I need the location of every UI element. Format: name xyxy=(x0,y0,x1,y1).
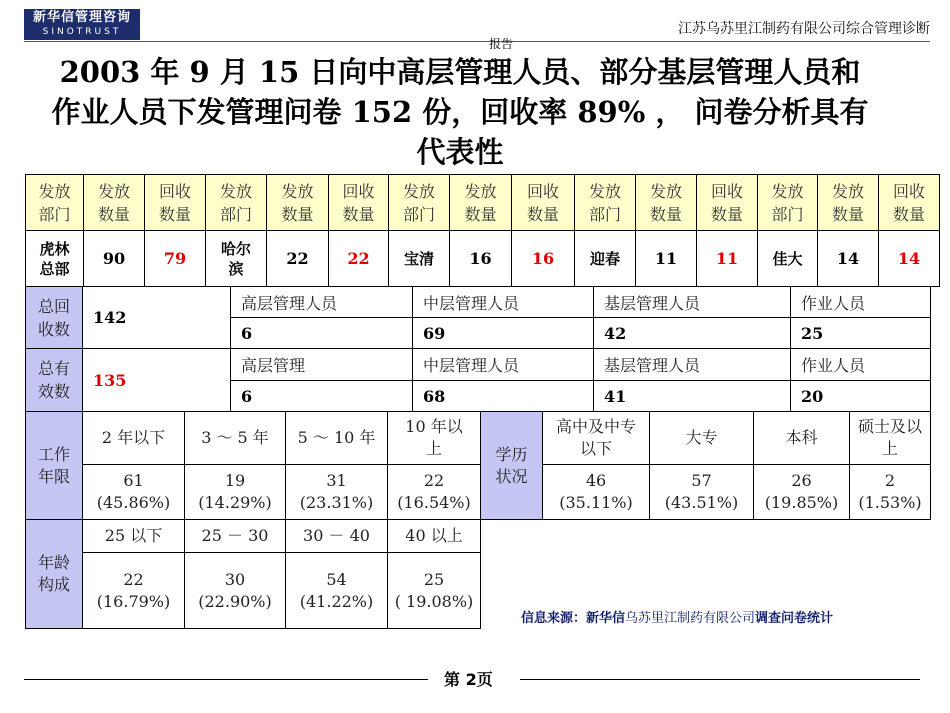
years-cat: 3 ～ 5 年 xyxy=(185,412,286,465)
years-stat xyxy=(286,465,388,520)
age-table xyxy=(25,519,481,629)
education-count: 46 xyxy=(585,471,607,490)
age-pct: (41.22%) xyxy=(299,591,374,611)
education-cat: 本科 xyxy=(754,412,850,465)
recovered-value: 142 xyxy=(83,287,231,349)
issued-count: 11 xyxy=(636,231,697,287)
recovered-cat: 中层管理人员 xyxy=(413,287,594,318)
age-count: 22 xyxy=(123,569,144,589)
valid-val: 41 xyxy=(594,381,791,412)
valid-val: 68 xyxy=(413,381,594,412)
dept-name: 佳大 xyxy=(758,231,818,287)
valid-label: 总有效数 xyxy=(26,349,83,412)
education-label: 学历状况 xyxy=(481,412,543,520)
header-dept: 发放部门 xyxy=(389,175,450,231)
title-line-3: 代表性 xyxy=(416,135,504,169)
years-stat xyxy=(388,465,481,520)
years-count: 31 xyxy=(326,471,347,490)
education-pct: (43.51%) xyxy=(664,493,739,512)
returned-count: 14 xyxy=(879,231,940,287)
info-source xyxy=(521,607,833,626)
age-stat xyxy=(185,553,286,629)
recovered-cat: 基层管理人员 xyxy=(594,287,791,318)
source-suffix: 调查问卷统计 xyxy=(755,611,834,626)
header-returned: 回收数量 xyxy=(329,175,389,231)
education-pct: (1.53%) xyxy=(858,493,922,512)
dept-name: 哈尔滨 xyxy=(206,231,267,287)
title-line-1: 2003 年 9 月 15 日向中高层管理人员、部分基层管理人员和 xyxy=(59,55,861,89)
education-pct: (35.11%) xyxy=(559,493,633,512)
education-stat xyxy=(650,465,754,520)
years-education-table xyxy=(25,411,931,520)
age-pct: ( 19.08%) xyxy=(394,591,474,611)
education-cat: 硕士及以上 xyxy=(850,412,931,465)
issued-count: 14 xyxy=(818,231,879,287)
recovered-val: 6 xyxy=(231,318,413,349)
years-count: 22 xyxy=(423,471,445,490)
header-issued: 发放数量 xyxy=(267,175,329,231)
valid-value: 135 xyxy=(83,349,231,412)
recovered-cat: 作业人员 xyxy=(791,287,931,318)
education-stat xyxy=(754,465,850,520)
age-count: 25 xyxy=(423,569,445,589)
valid-cat: 基层管理人员 xyxy=(594,349,791,381)
returned-count: 16 xyxy=(512,231,575,287)
years-pct: (45.86%) xyxy=(96,493,171,512)
years-stat xyxy=(83,465,185,520)
header-issued: 发放数量 xyxy=(450,175,512,231)
sinotrust-logo xyxy=(24,9,140,40)
dept-table xyxy=(25,174,940,287)
age-count: 30 xyxy=(224,569,246,589)
report-title: 江苏乌苏里江制药有限公司综合管理诊断 xyxy=(678,21,930,37)
education-cat: 高中及中专以下 xyxy=(543,412,650,465)
header-dept: 发放部门 xyxy=(26,175,84,231)
logo-english: SINOTRUST xyxy=(42,27,122,37)
footer-divider-left xyxy=(24,679,428,680)
header-issued: 发放数量 xyxy=(818,175,879,231)
returned-count: 79 xyxy=(145,231,206,287)
header-divider xyxy=(24,41,930,42)
returned-count: 22 xyxy=(329,231,389,287)
header-dept: 发放部门 xyxy=(206,175,267,231)
recovered-val: 69 xyxy=(413,318,594,349)
page-title xyxy=(30,52,890,172)
header-returned: 回收数量 xyxy=(697,175,758,231)
recovered-val: 42 xyxy=(594,318,791,349)
years-pct: (16.54%) xyxy=(397,493,471,512)
issued-count: 22 xyxy=(267,231,329,287)
returned-count: 11 xyxy=(697,231,758,287)
valid-val: 20 xyxy=(791,381,931,412)
dept-name: 宝清 xyxy=(389,231,450,287)
header-issued: 发放数量 xyxy=(84,175,145,231)
issued-count: 16 xyxy=(450,231,512,287)
header-dept: 发放部门 xyxy=(758,175,818,231)
age-stat xyxy=(388,553,481,629)
years-stat xyxy=(185,465,286,520)
logo-chinese: 新华信管理咨询 xyxy=(32,10,131,25)
age-cat: 30 － 40 xyxy=(286,520,388,553)
years-cat: 10 年以上 xyxy=(388,412,481,465)
source-prefix: 信息来源：新华信 xyxy=(521,611,626,626)
valid-cat: 作业人员 xyxy=(791,349,931,381)
valid-cat: 中层管理人员 xyxy=(413,349,594,381)
education-count: 26 xyxy=(791,471,812,490)
recovered-label: 总回收数 xyxy=(26,287,83,349)
years-pct: (23.31%) xyxy=(299,493,374,512)
valid-val: 6 xyxy=(231,381,413,412)
age-pct: (22.90%) xyxy=(198,591,272,611)
education-cat: 大专 xyxy=(650,412,754,465)
header-returned: 回收数量 xyxy=(145,175,206,231)
age-cat: 25 以下 xyxy=(83,520,185,553)
education-pct: (19.85%) xyxy=(764,493,839,512)
age-count: 54 xyxy=(326,569,347,589)
age-cat: 40 以上 xyxy=(388,520,481,553)
years-count: 19 xyxy=(224,471,246,490)
source-company: 乌苏里江制药有限公司 xyxy=(625,611,756,626)
education-count: 57 xyxy=(691,471,712,490)
age-label: 年龄构成 xyxy=(26,520,83,629)
years-count: 61 xyxy=(123,471,144,490)
age-stat xyxy=(83,553,185,629)
age-pct: (16.79%) xyxy=(96,591,171,611)
education-count: 2 xyxy=(884,471,896,490)
recovered-cat: 高层管理人员 xyxy=(231,287,413,318)
header-returned: 回收数量 xyxy=(512,175,575,231)
valid-cat: 高层管理 xyxy=(231,349,413,381)
education-stat xyxy=(850,465,931,520)
age-cat: 25 － 30 xyxy=(185,520,286,553)
header-returned: 回收数量 xyxy=(879,175,940,231)
dept-name: 虎林总部 xyxy=(26,231,84,287)
years-pct: (14.29%) xyxy=(198,493,272,512)
years-cat: 2 年以下 xyxy=(83,412,185,465)
age-stat xyxy=(286,553,388,629)
header-issued: 发放数量 xyxy=(636,175,697,231)
page-number: 第 2页 xyxy=(444,670,493,689)
education-stat xyxy=(543,465,650,520)
years-label: 工作年限 xyxy=(26,412,83,520)
years-cat: 5 ～ 10 年 xyxy=(286,412,388,465)
issued-count: 90 xyxy=(84,231,145,287)
totals-table xyxy=(25,286,931,412)
header-dept: 发放部门 xyxy=(575,175,636,231)
title-line-2: 作业人员下发管理问卷 152 份，回收率 89% ， 问卷分析具有 xyxy=(51,95,869,129)
dept-name: 迎春 xyxy=(575,231,636,287)
recovered-val: 25 xyxy=(791,318,931,349)
footer-divider-right xyxy=(520,679,920,680)
report-label: 报告 xyxy=(489,37,514,51)
